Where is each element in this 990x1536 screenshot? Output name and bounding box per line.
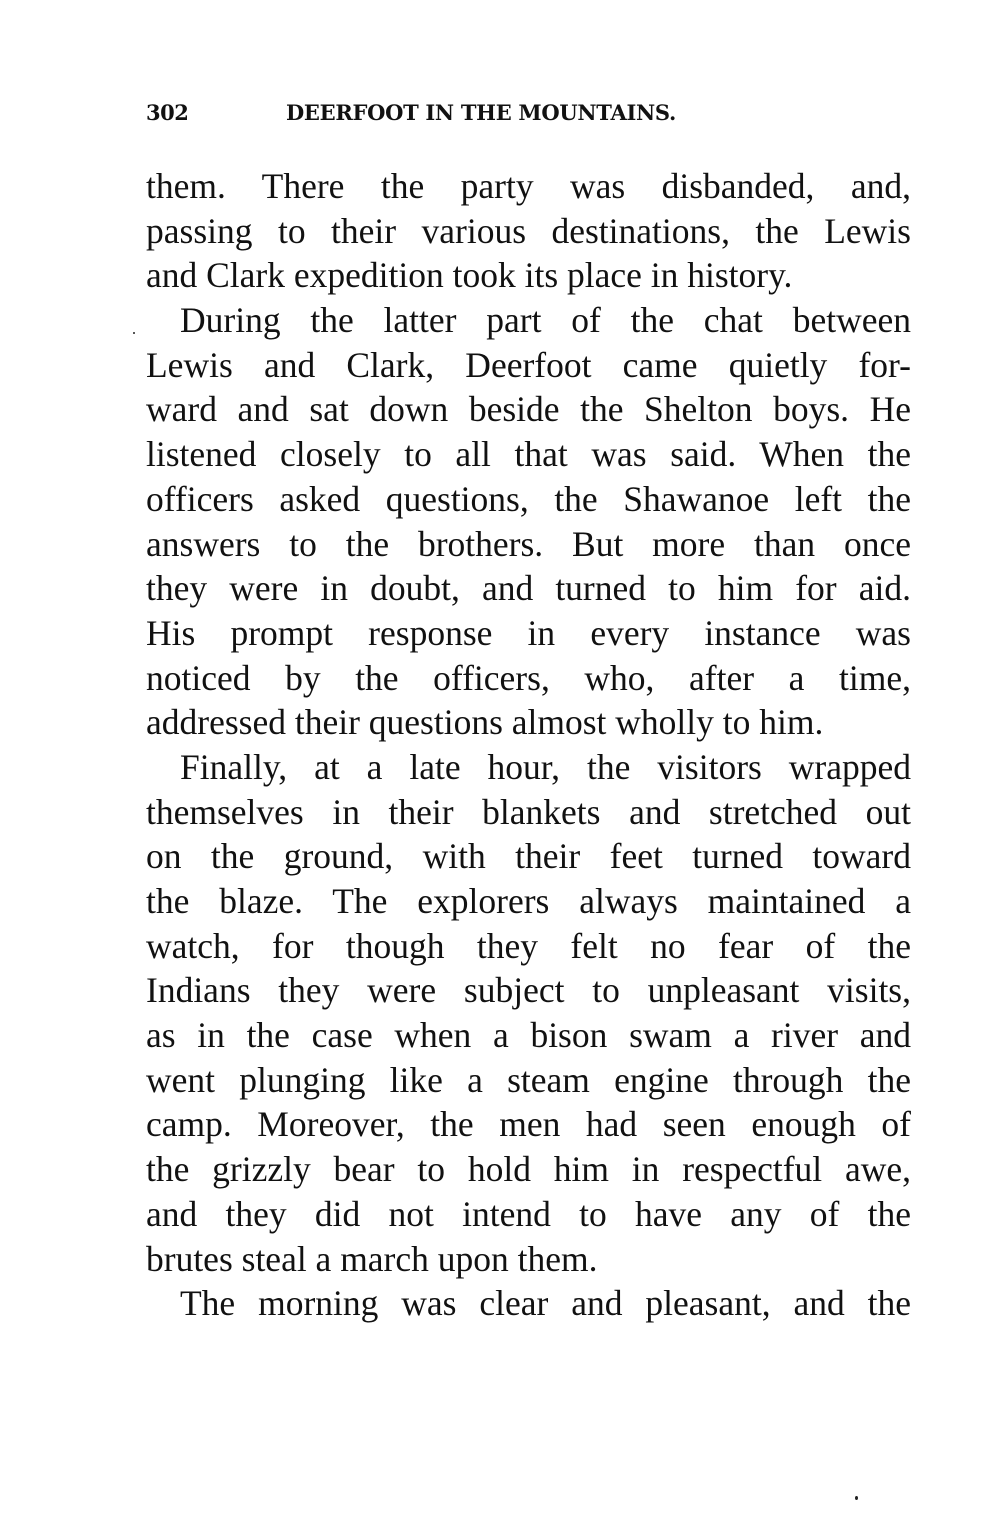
text-line: Lewis and Clark, Deerfoot came quietly for- xyxy=(146,344,911,385)
text-line: as in the case when a bison swam a river and xyxy=(146,1015,911,1056)
text-line: passing to their various destinations, the Lewis xyxy=(146,210,911,251)
text-line: and Clark expedition took its place in history. xyxy=(146,255,793,296)
text-line: watch, for though they felt no fear of the xyxy=(146,925,911,966)
text-line: the blaze. The explorers always maintained a xyxy=(146,881,911,921)
page-number: 302 xyxy=(146,100,189,125)
text-line: themselves in their blankets and stretched out xyxy=(146,791,911,832)
text-line: on the ground, with their feet turned toward xyxy=(146,836,911,877)
text-line: noticed by the officers, who, after a time, xyxy=(146,657,911,698)
text-line: During the latter part of the chat between xyxy=(180,300,911,341)
text-line: went plunging like a steam engine through the xyxy=(146,1059,911,1100)
text-line: officers asked questions, the Shawanoe left the xyxy=(146,478,911,519)
text-line: answers to the brothers. But more than once xyxy=(146,523,911,564)
text-line: them. There the party was disbanded, and, xyxy=(146,166,911,206)
page-header xyxy=(146,100,786,136)
text-line: the grizzly bear to hold him in respectful awe, xyxy=(146,1149,911,1190)
running-head: DEERFOOT IN THE MOUNTAINS. xyxy=(286,100,676,125)
print-speck xyxy=(133,332,135,334)
text-line: listened closely to all that was said. When the xyxy=(146,434,911,475)
text-line: and they did not intend to have any of the xyxy=(146,1193,911,1234)
text-line: they were in doubt, and turned to him for aid. xyxy=(146,568,911,609)
body-text xyxy=(146,164,911,1326)
text-line: addressed their questions almost wholly to him. xyxy=(146,702,824,743)
text-line: camp. Moreover, the men had seen enough of xyxy=(146,1104,911,1145)
text-line: ward and sat down beside the Shelton boys. He xyxy=(146,389,911,430)
text-line: Finally, at a late hour, the visitors wrapped xyxy=(180,746,911,787)
print-speck xyxy=(855,1496,858,1500)
text-line: His prompt response in every instance was xyxy=(146,612,911,653)
text-line: Indians they were subject to unpleasant visits, xyxy=(146,970,911,1011)
text-line: The morning was clear and pleasant, and the xyxy=(180,1283,911,1324)
text-line: brutes steal a march upon them. xyxy=(146,1238,598,1279)
